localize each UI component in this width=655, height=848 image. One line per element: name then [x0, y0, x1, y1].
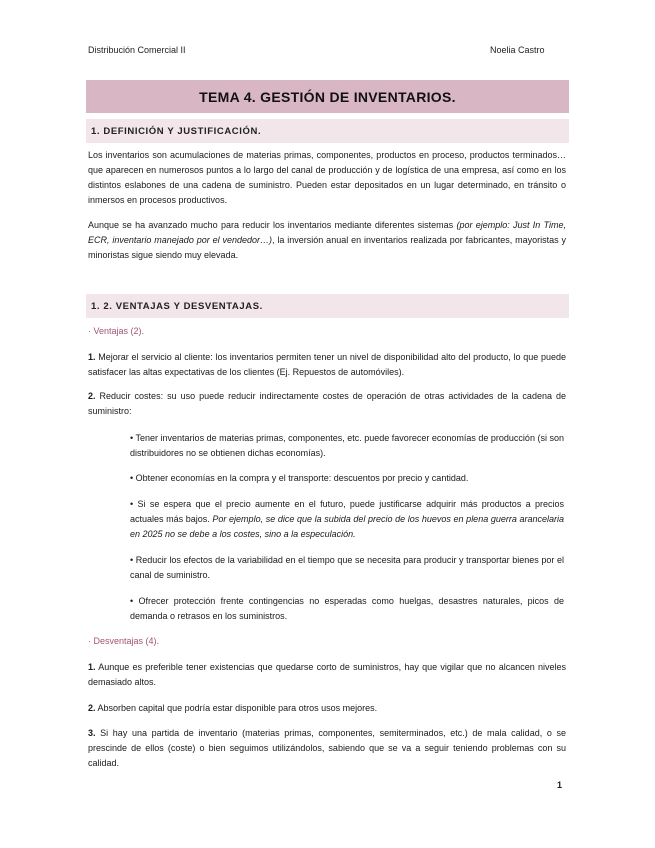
ventaja-2-text: Reducir costes: su uso puede reducir indirectamente costes de operación de otras actividades de la cadena de suministro:: [88, 391, 566, 416]
desventaja-3: [88, 726, 566, 771]
section-heading-2: [86, 294, 569, 318]
desventaja-3-text: Si hay una partida de inventario (materias primas, componentes, semiterminados, etc.) de mala calidad, o se prescinde de ellos (coste) o bien seguimos utilizándolos, sabiendo que se va a seguir teniendo problemas con su calidad.: [88, 728, 566, 768]
section-heading-1-text: 1. DEFINICIÓN Y JUSTIFICACIÓN.: [91, 125, 262, 137]
desventaja-1: [88, 660, 566, 690]
ventaja-1: [88, 350, 566, 380]
paragraph-reduction-end: , la inversión anual en inventarios realizada por fabricantes, mayoristas y minoristas sigue siendo muy elevada.: [88, 235, 566, 260]
desventaja-2-number: 2.: [88, 703, 96, 713]
ventaja-1-text: Mejorar el servicio al cliente: los inventarios permiten tener un nivel de disponibilidad alto del producto, lo que puede satisfacer las altas expectativas de los clientes (Ej. Repuestos de automóviles).: [88, 352, 566, 377]
desventaja-3-number: 3.: [88, 728, 96, 738]
paragraph-reduction-start: Aunque se ha avanzado mucho para reducir los inventarios mediante diferentes sistemas: [88, 220, 457, 230]
desventaja-1-text: Aunque es preferible tener existencias que quedarse corto de suministros, hay que vigilar que no alcancen niveles demasiado altos.: [88, 662, 566, 687]
title-banner: [86, 80, 569, 113]
bullet-precio-futuro-example: Por ejemplo, se dice que la subida del precio de los huevos en plena guerra arancelaria en 2025 no se debe a los costes, sino a la especulación.: [130, 514, 564, 539]
paragraph-reduction-examples: (por ejemplo: Just In Time, ECR, inventario manejado por el vendedor…): [88, 220, 566, 245]
section-heading-2-text: 1. 2. VENTAJAS Y DESVENTAJAS.: [91, 300, 263, 312]
paragraph-reduction: [88, 218, 566, 263]
bullet-economias-compra: • Obtener economías en la compra y el transporte: descuentos por precio y cantidad.: [130, 473, 469, 483]
bullet-precio-futuro-text: • Si se espera que el precio aumente en el futuro, puede justificarse adquirir más productos a precios actuales más bajos.: [130, 499, 564, 524]
section-heading-1: [86, 119, 569, 143]
page-title: TEMA 4. GESTIÓN DE INVENTARIOS.: [199, 88, 456, 105]
header-course: Distribución Comercial II: [88, 45, 186, 55]
page-number: 1: [557, 780, 563, 790]
paragraph-definition: Los inventarios son acumulaciones de materias primas, componentes, productos en proceso, productos terminados… que aparecen en numerosos puntos a lo largo del canal de producción y de logística de una empresa, así como en los distintos eslabones de una cadena de suministro. Pueden estar depositados en un lugar determinado, en tránsito o inmersos en procesos productivos.: [88, 150, 566, 205]
desventaja-2-text: Absorben capital que podría estar disponible para otros usos mejores.: [95, 703, 378, 713]
bullet-proteccion: • Ofrecer protección frente contingencias no esperadas como huelgas, desastres naturales, picos de demanda o retrasos en los suministros.: [130, 596, 564, 621]
ventaja-2: [88, 389, 566, 419]
desventaja-1-number: 1.: [88, 662, 96, 672]
bullet-precio-futuro: [130, 497, 564, 542]
ventaja-1-number: 1.: [88, 352, 96, 362]
desventaja-2: [88, 701, 566, 716]
header-author: Noelia Castro: [490, 45, 545, 55]
ventaja-2-number: 2.: [88, 391, 96, 401]
desventajas-label: · Desventajas (4).: [88, 636, 160, 646]
bullet-economias-produccion: • Tener inventarios de materias primas, componentes, etc. puede favorecer economías de producción (si son distribuidores no se obtienen dichas economías).: [130, 433, 564, 458]
bullet-variabilidad: • Reducir los efectos de la variabilidad en el tiempo que se necesita para producir y transportar bienes por el canal de suministro.: [130, 555, 564, 580]
ventajas-label: · Ventajas (2).: [88, 326, 145, 336]
